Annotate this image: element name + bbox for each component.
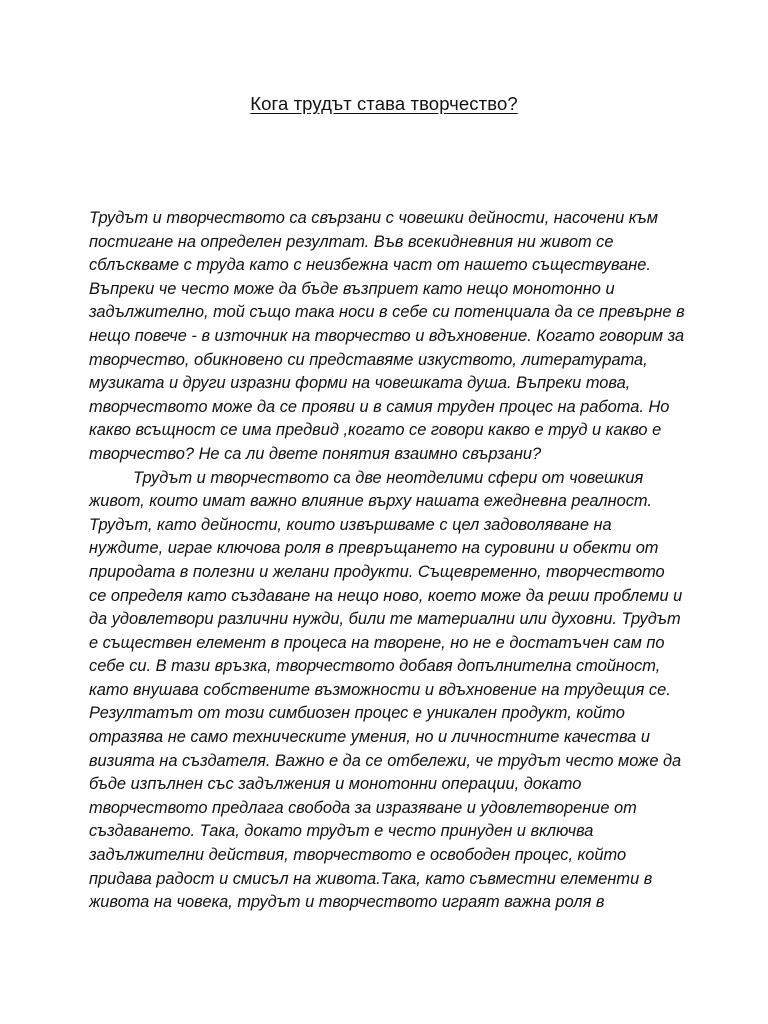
text-line: живота на човека, трудът и творчеството играят важна роля в [89, 893, 605, 912]
text-line: творчеството предлага свобода за изразяване и удовлетворение от [89, 798, 637, 817]
text-line: се определя като създаване на нещо ново, което може да реши проблеми и [89, 586, 683, 605]
text-line: задължителни действия, творчеството е освободен процес, който [89, 846, 627, 865]
text-line: като внушава собствените възможности и вдъхновение на трудещия се. [89, 680, 671, 699]
text-line: Трудът и творчеството са свързани с човешки дейности, насочени към [89, 209, 658, 227]
text-line: придава радост и смисъл на живота.Така, като съвместни елементи в [89, 869, 653, 888]
text-line: музиката и други изразни форми на човешката душа. Въпреки това, [89, 374, 631, 393]
document-title: Кога трудът става творчество? [250, 93, 518, 114]
text-line: нещо повече - в източник на творчество и вдъхновение. Когато говорим за [89, 326, 685, 345]
text-line: да удовлетвори различни нужди, били те материални или духовни. Трудът [89, 610, 681, 629]
text-line: творчеството може да се прояви и в самия труден процес на работа. Но [89, 397, 670, 416]
text-line: себе си. В тази връзка, творчеството добавя допълнителна стойност, [89, 657, 661, 676]
text-line: живот, които имат важно влияние върху нашата ежедневна реалност. [89, 492, 652, 511]
document-body [89, 207, 689, 915]
text-line: задължително, той също така носи в себе си потенциала да се превърне в [89, 303, 685, 322]
text-line: Трудът, като дейности, които извършваме с цел задоволяване на [89, 515, 612, 534]
text-line: постигане на определен резултат. Във всекидневния ни живот се [89, 232, 614, 251]
text-line: Въпреки че често може да бъде възприет като нещо монотонно и [89, 279, 615, 298]
text-line: природата в полезни и желани продукти. Същевременно, творчеството [89, 562, 665, 581]
text-line: Резултатът от този симбиозен процес е уникален продукт, който [89, 704, 625, 723]
text-line: сблъскваме с труда като с неизбежна част от нашето съществуване. [89, 256, 651, 275]
paragraph-start-line: Трудът и творчеството са две неотделими сфери от човешкия [133, 468, 644, 487]
text-line: нуждите, играе ключова роля в превръщането на суровини и обекти от [89, 539, 659, 558]
text-line: визията на създателя. Важно е да се отбележи, че трудът често може да [89, 751, 682, 770]
text-line: създаването. Така, докато трудът е често принуден и включва [89, 822, 594, 841]
text-line: е съществен елемент в процеса на творене, но не е достатъчен сам по [89, 633, 665, 652]
text-line: отразява не само техническите умения, но и личностните качества и [89, 728, 650, 747]
text-line: творчество? Не са ли двете понятия взаимно свързани? [89, 444, 542, 463]
text-line: творчество, обикновено си представяме изкуството, литературата, [89, 350, 648, 369]
text-line: бъде изпълнен със задължения и монотонни операции, докато [89, 775, 582, 794]
text-line: какво всъщност се има предвид ,когато се говори какво е труд и какво е [89, 421, 662, 440]
